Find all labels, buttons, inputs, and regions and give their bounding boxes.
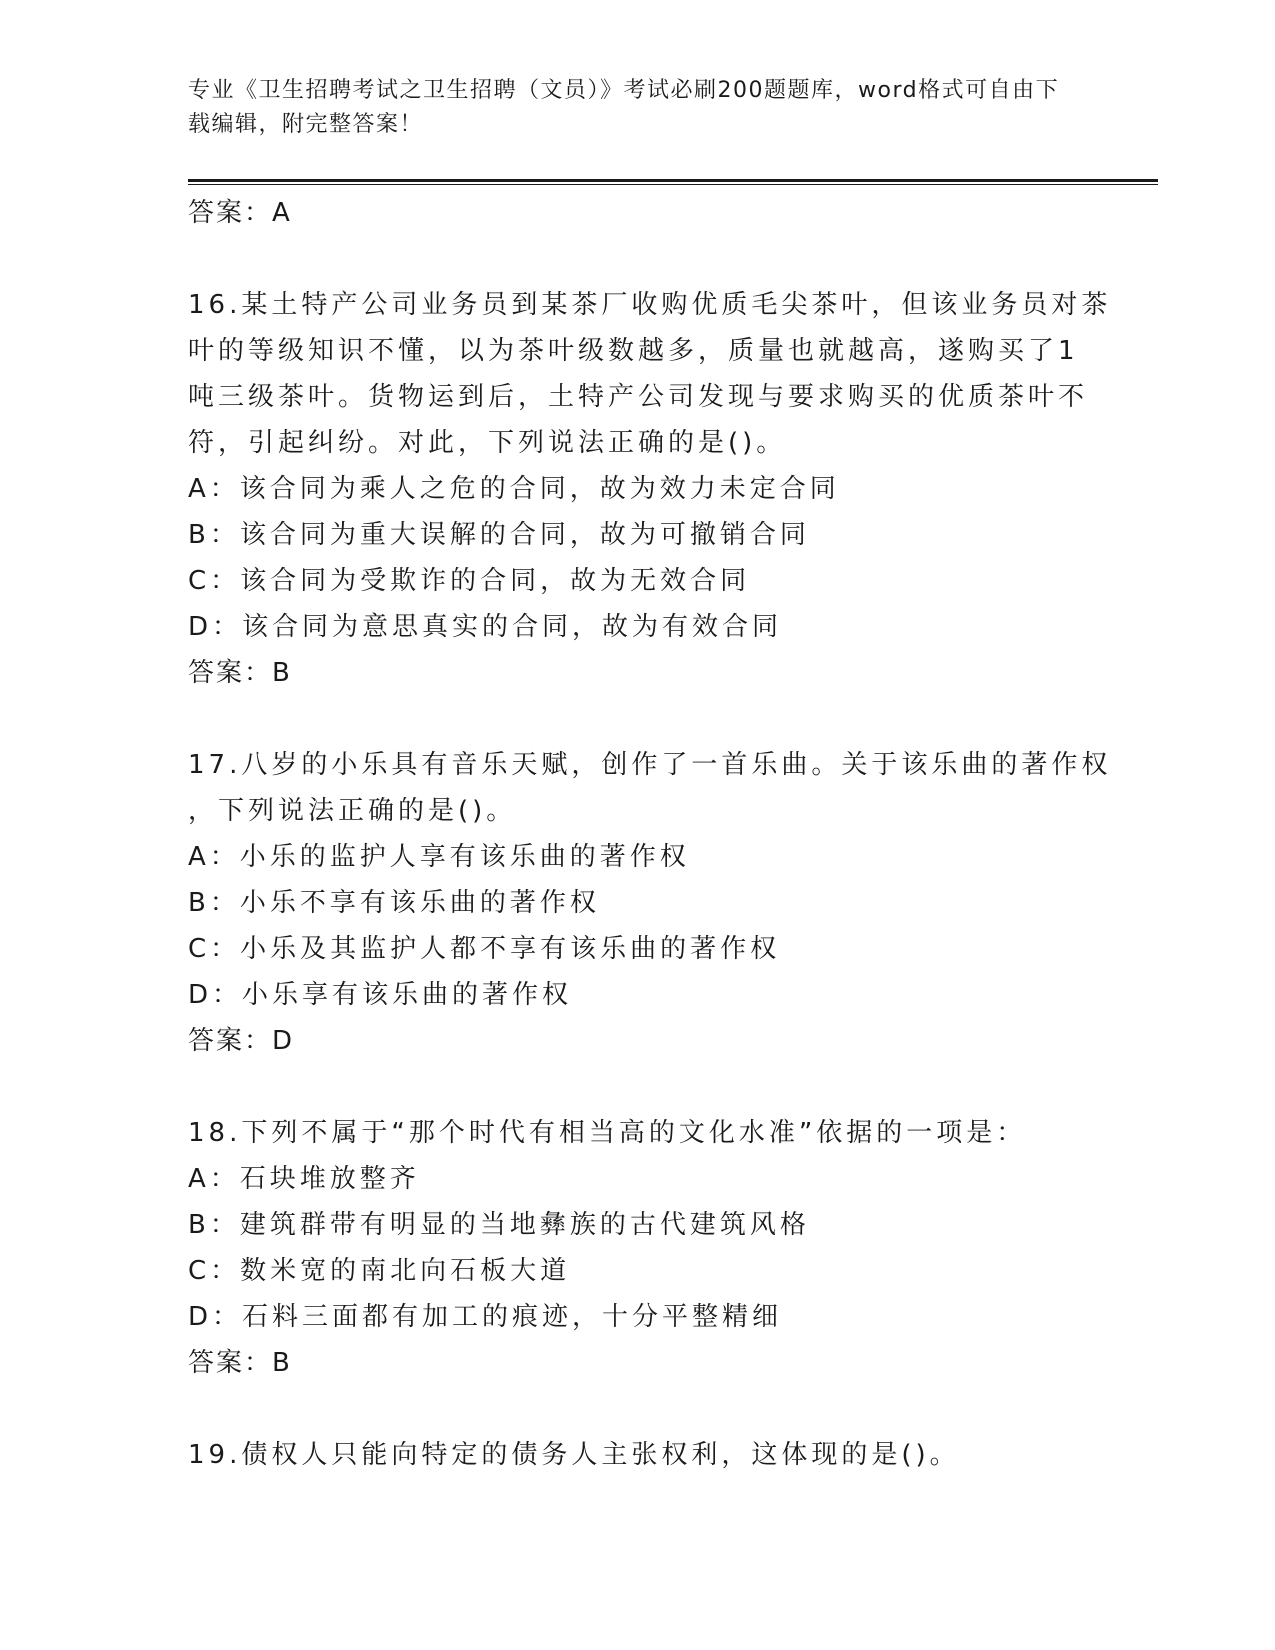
question-stem-line: 符，引起纠纷。对此，下列说法正确的是()。 — [188, 428, 787, 458]
question-stem-line: 16.某土特产公司业务员到某茶厂收购优质毛尖茶叶，但该业务员对茶 — [188, 290, 1112, 320]
option-b: B：建筑群带有明显的当地彝族的古代建筑风格 — [188, 1210, 810, 1240]
question-list — [188, 190, 1112, 1478]
question-19 — [188, 1432, 1088, 1478]
spacer — [188, 236, 1088, 282]
option-c: C：数米宽的南北向石板大道 — [188, 1256, 571, 1286]
option-a: A：石块堆放整齐 — [188, 1164, 420, 1194]
previous-answer: 答案：A — [188, 198, 292, 228]
spacer — [188, 1064, 1088, 1110]
option-d: D：石料三面都有加工的痕迹，十分平整精细 — [188, 1302, 783, 1332]
option-c: C：该合同为受欺诈的合同，故为无效合同 — [188, 566, 751, 596]
option-d: D：小乐享有该乐曲的著作权 — [188, 980, 573, 1010]
question-stem-line: ，下列说法正确的是()。 — [188, 796, 517, 826]
question-18 — [188, 1110, 1088, 1386]
header-divider-thin — [188, 184, 1158, 185]
spacer — [188, 1386, 1088, 1432]
answer: 答案：B — [188, 658, 292, 688]
option-a: A：该合同为乘人之危的合同，故为效力未定合同 — [188, 474, 840, 504]
question-stem-line: 18.下列不属于“那个时代有相当高的文化水准”依据的一项是： — [188, 1118, 1027, 1148]
question-stem-line: 吨三级茶叶。货物运到后，土特产公司发现与要求购买的优质茶叶不 — [188, 382, 1089, 412]
spacer — [188, 696, 1088, 742]
page-header-text: 专业《卫生招聘考试之卫生招聘（文员）》考试必刷200题题库，word格式可自由下载编辑，附完整答案！ — [188, 78, 1060, 137]
answer: 答案：B — [188, 1348, 292, 1378]
question-stem-line: 19.债权人只能向特定的债务人主张权利，这体现的是()。 — [188, 1440, 960, 1470]
option-c: C：小乐及其监护人都不享有该乐曲的著作权 — [188, 934, 781, 964]
question-stem-line: 叶的等级知识不懂，以为茶叶级数越多，质量也就越高，遂购买了1 — [188, 336, 1079, 366]
header-divider-thick — [188, 179, 1158, 182]
question-16 — [188, 282, 1112, 696]
option-a: A：小乐的监护人享有该乐曲的著作权 — [188, 842, 690, 872]
question-stem-line: 17.八岁的小乐具有音乐天赋，创作了一首乐曲。关于该乐曲的著作权 — [188, 750, 1112, 780]
question-17 — [188, 742, 1112, 1064]
option-b: B：小乐不享有该乐曲的著作权 — [188, 888, 600, 918]
option-d: D：该合同为意思真实的合同，故为有效合同 — [188, 612, 783, 642]
answer: 答案：D — [188, 1026, 295, 1056]
option-b: B：该合同为重大误解的合同，故为可撤销合同 — [188, 520, 810, 550]
